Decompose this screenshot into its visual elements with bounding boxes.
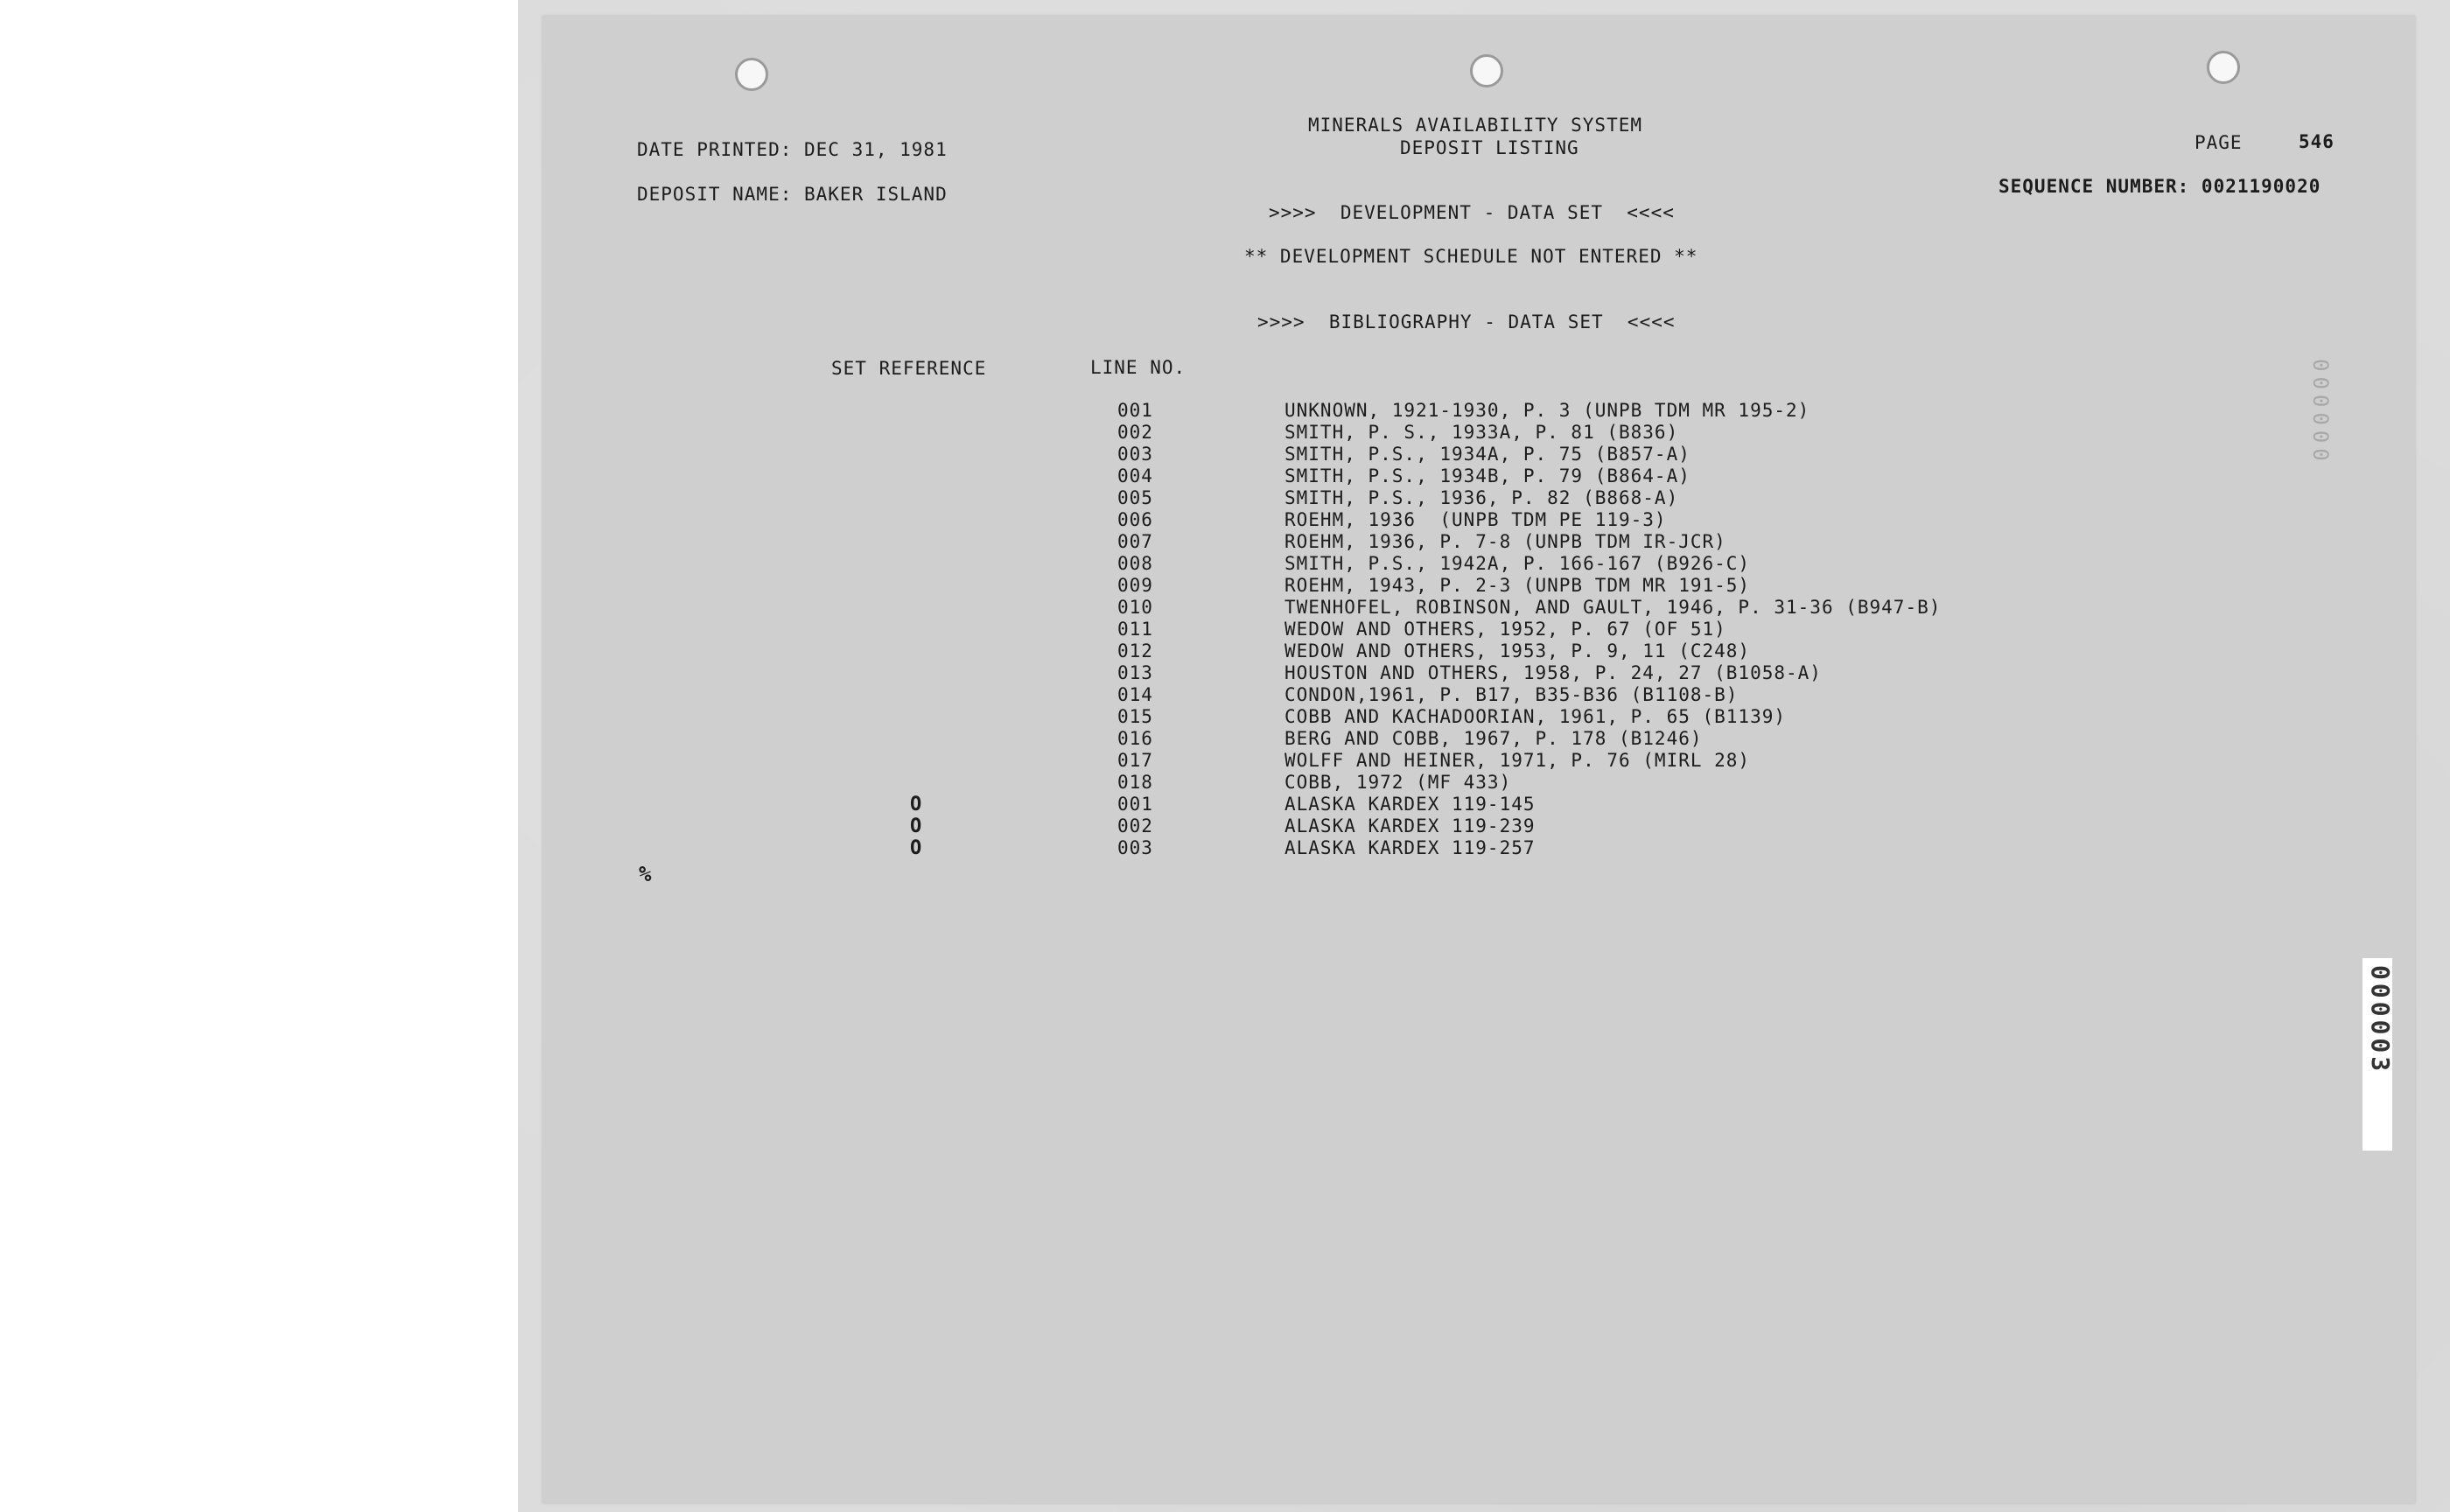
column-header-set-reference: SET REFERENCE xyxy=(831,358,987,379)
line-number-cell: 009 xyxy=(1117,575,1153,596)
reference-cell: SMITH, P. S., 1933A, P. 81 (B836) xyxy=(1284,422,1679,443)
reference-cell: COBB AND KACHADOORIAN, 1961, P. 65 (B1139) xyxy=(1284,706,1787,727)
table-row xyxy=(0,553,2450,575)
table-row xyxy=(0,728,2450,750)
table-row xyxy=(0,597,2450,619)
line-number-cell: 008 xyxy=(1117,553,1153,574)
table-row xyxy=(0,837,2450,859)
table-row xyxy=(0,816,2450,837)
line-number-cell: 014 xyxy=(1117,684,1153,705)
table-row xyxy=(0,531,2450,553)
side-stamp xyxy=(2362,958,2395,1151)
table-row xyxy=(0,509,2450,531)
faint-stamp-code: 000000 xyxy=(2308,359,2333,466)
footer-mark: % xyxy=(639,862,653,886)
line-number-cell: 011 xyxy=(1117,619,1153,640)
table-row xyxy=(0,662,2450,684)
line-number-cell: 001 xyxy=(1117,400,1153,421)
table-row xyxy=(0,640,2450,662)
line-number-cell: 007 xyxy=(1117,531,1153,552)
reference-cell: ALASKA KARDEX 119-257 xyxy=(1284,837,1536,858)
line-number-cell: 013 xyxy=(1117,662,1153,683)
line-number-cell: 016 xyxy=(1117,728,1153,749)
line-number-cell: 005 xyxy=(1117,487,1153,508)
development-note: ** DEVELOPMENT SCHEDULE NOT ENTERED ** xyxy=(1244,246,1698,267)
reference-cell: BERG AND COBB, 1967, P. 178 (B1246) xyxy=(1284,728,1703,749)
side-stamp-code: 000003 xyxy=(2366,965,2395,1075)
set-reference-cell: O xyxy=(910,837,922,859)
table-row xyxy=(0,684,2450,706)
reference-cell: SMITH, P.S., 1936, P. 82 (B868-A) xyxy=(1284,487,1679,508)
line-number-cell: 006 xyxy=(1117,509,1153,530)
reference-cell: SMITH, P.S., 1934A, P. 75 (B857-A) xyxy=(1284,444,1690,465)
set-reference-cell: O xyxy=(910,816,922,837)
reference-cell: WEDOW AND OTHERS, 1953, P. 9, 11 (C248) xyxy=(1284,640,1751,662)
line-number-cell: 017 xyxy=(1117,750,1153,771)
table-row xyxy=(0,575,2450,597)
reference-cell: HOUSTON AND OTHERS, 1958, P. 24, 27 (B1058-A) xyxy=(1284,662,1822,683)
table-row xyxy=(0,466,2450,487)
reference-cell: ALASKA KARDEX 119-145 xyxy=(1284,794,1536,815)
line-number-cell: 018 xyxy=(1117,772,1153,793)
set-reference-cell: O xyxy=(910,794,922,816)
deposit-name: DEPOSIT NAME: BAKER ISLAND xyxy=(637,184,948,205)
line-number-cell: 002 xyxy=(1117,422,1153,443)
reference-cell: ROEHM, 1936, P. 7-8 (UNPB TDM IR-JCR) xyxy=(1284,531,1726,552)
table-row xyxy=(0,444,2450,466)
line-number-cell: 002 xyxy=(1117,816,1153,836)
reference-cell: UNKNOWN, 1921-1930, P. 3 (UNPB TDM MR 195-2) xyxy=(1284,400,1810,421)
reference-cell: SMITH, P.S., 1934B, P. 79 (B864-A) xyxy=(1284,466,1690,486)
reference-cell: WEDOW AND OTHERS, 1952, P. 67 (OF 51) xyxy=(1284,619,1726,640)
line-number-cell: 015 xyxy=(1117,706,1153,727)
punch-hole-center xyxy=(1470,54,1503,88)
table-row xyxy=(0,619,2450,640)
listing-title: DEPOSIT LISTING xyxy=(1400,137,1579,158)
reference-cell: COBB, 1972 (MF 433) xyxy=(1284,772,1512,793)
sequence-number: SEQUENCE NUMBER: 0021190020 xyxy=(1998,176,2321,197)
line-number-cell: 003 xyxy=(1117,444,1153,465)
table-row xyxy=(0,794,2450,816)
line-number-cell: 003 xyxy=(1117,837,1153,858)
reference-cell: ROEHM, 1936 (UNPB TDM PE 119-3) xyxy=(1284,509,1667,530)
table-row xyxy=(0,487,2450,509)
table-row xyxy=(0,706,2450,728)
page-number: 546 xyxy=(2299,131,2334,152)
table-row xyxy=(0,772,2450,794)
reference-cell: CONDON,1961, P. B17, B35-B36 (B1108-B) xyxy=(1284,684,1739,705)
table-row xyxy=(0,750,2450,772)
page-label: PAGE xyxy=(2194,132,2243,153)
line-number-cell: 001 xyxy=(1117,794,1153,815)
system-title: MINERALS AVAILABILITY SYSTEM xyxy=(1308,115,1643,136)
reference-cell: ROEHM, 1943, P. 2-3 (UNPB TDM MR 191-5) xyxy=(1284,575,1751,596)
bibliography-heading: >>>> BIBLIOGRAPHY - DATA SET <<<< xyxy=(1257,312,1676,332)
development-heading: >>>> DEVELOPMENT - DATA SET <<<< xyxy=(1269,202,1675,223)
reference-cell: TWENHOFEL, ROBINSON, AND GAULT, 1946, P. 31-36 (B947-B) xyxy=(1284,597,1942,618)
reference-cell: WOLFF AND HEINER, 1971, P. 76 (MIRL 28) xyxy=(1284,750,1751,771)
line-number-cell: 012 xyxy=(1117,640,1153,662)
table-row xyxy=(0,400,2450,422)
column-header-line-no: LINE NO. xyxy=(1090,357,1186,378)
punch-hole-left xyxy=(735,58,768,91)
reference-cell: SMITH, P.S., 1942A, P. 166-167 (B926-C) xyxy=(1284,553,1751,574)
reference-cell: ALASKA KARDEX 119-239 xyxy=(1284,816,1536,836)
line-number-cell: 010 xyxy=(1117,597,1153,618)
punch-hole-right xyxy=(2207,51,2240,84)
line-number-cell: 004 xyxy=(1117,466,1153,486)
table-row xyxy=(0,422,2450,444)
date-printed: DATE PRINTED: DEC 31, 1981 xyxy=(637,139,948,160)
